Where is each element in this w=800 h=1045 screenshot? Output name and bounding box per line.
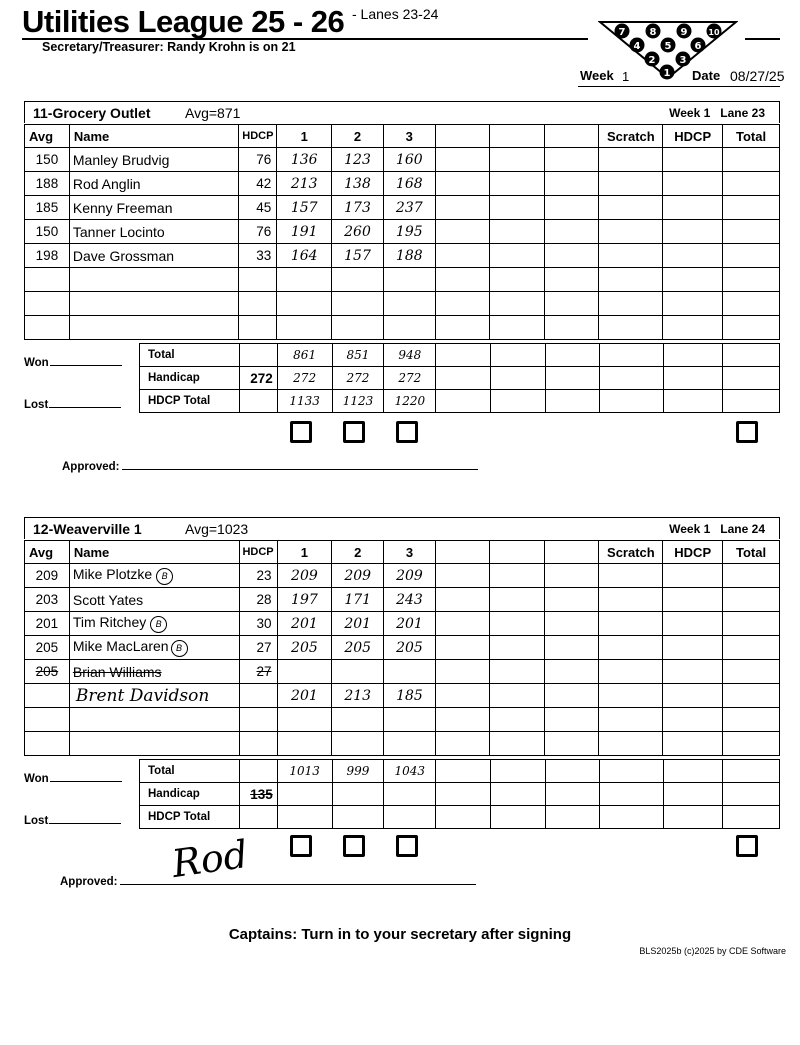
totals-table — [139, 759, 780, 829]
team-header — [24, 101, 780, 123]
bowler-name: Rod Anglin — [69, 172, 238, 196]
table-row — [25, 684, 780, 708]
table-row: 205 Mike MacLaren B 27 205 205 205 — [25, 636, 780, 660]
title-divider-right — [745, 38, 780, 40]
game-total: 851 — [332, 344, 384, 367]
col-total: Total — [723, 125, 780, 148]
approved-field[interactable]: Approved: — [60, 874, 476, 888]
column-headers — [25, 125, 780, 148]
pin-10: 10 — [708, 28, 720, 37]
table-row: 209 Mike Plotzke B 23 209 209 209 — [25, 564, 780, 588]
team-header — [24, 517, 780, 539]
totals-table — [139, 343, 780, 413]
pin-2: 2 — [648, 55, 656, 66]
bowler-mark-icon: B — [171, 640, 188, 657]
game-score: 157 — [332, 244, 384, 268]
column-headers: Avg Name HDCP 1 2 3 Scratch HDCP Total — [25, 541, 780, 564]
game-1-checkbox[interactable] — [290, 835, 312, 857]
game-score: 205 — [384, 636, 436, 660]
col-scratch: Scratch — [599, 125, 663, 148]
date-label: Date — [692, 68, 721, 83]
week-label: Week — [580, 68, 614, 83]
table-row: 203 Scott Yates 28 197 171 243 — [25, 588, 780, 612]
game-score: 201 — [277, 684, 332, 708]
bowler-name: Manley Brudvig — [69, 148, 238, 172]
col-name: Name — [69, 125, 238, 148]
game-score: 191 — [277, 220, 332, 244]
total-checkbox[interactable] — [736, 835, 758, 857]
game-3-checkbox[interactable] — [396, 421, 418, 443]
pin-9: 9 — [680, 27, 688, 38]
copyright-note: BLS2025b (c)2025 by CDE Software — [639, 946, 786, 956]
score-table — [24, 540, 780, 756]
week-value: 1 — [622, 69, 630, 84]
handicap-row: Handicap 135 — [140, 783, 780, 806]
won-field[interactable]: Won — [24, 355, 122, 369]
lanes-label: - Lanes 23-24 — [352, 6, 439, 22]
bowler-name: Kenny Freeman — [69, 196, 238, 220]
pin-1: 1 — [663, 68, 671, 79]
captains-instruction: Captains: Turn in to your secretary after signing — [228, 926, 572, 943]
table-row-struck: 205 Brian Williams 27 — [25, 660, 780, 684]
table-row: 185 Kenny Freeman 45 157 173 237 — [25, 196, 780, 220]
col-hdcp: HDCP — [239, 125, 277, 148]
pin-6: 6 — [694, 41, 702, 52]
game-score: 136 — [277, 148, 332, 172]
game-score: 213 — [332, 684, 384, 708]
game-score: 168 — [383, 172, 435, 196]
week-lane: Week 1 Lane 23 — [669, 106, 765, 120]
game-score: 243 — [384, 588, 436, 612]
team-average: Avg=871 — [185, 105, 241, 121]
team-name: 12-Weaverville 1 — [33, 521, 142, 537]
lost-field[interactable]: Lost — [24, 813, 121, 827]
game-score: 205 — [277, 636, 332, 660]
handicap-row: Handicap 272 272 272 272 — [140, 367, 780, 390]
bowler-name: Mike Plotzke B — [69, 564, 239, 588]
table-row-empty — [25, 732, 780, 756]
pin-7: 7 — [618, 27, 626, 38]
lost-field[interactable]: Lost — [24, 397, 121, 411]
table-row: 198 Dave Grossman 33 164 157 188 — [25, 244, 780, 268]
game-score: 188 — [383, 244, 435, 268]
game-score: 171 — [332, 588, 384, 612]
game-3-checkbox[interactable] — [396, 835, 418, 857]
game-score: 157 — [277, 196, 332, 220]
team-handicap: 272 — [239, 367, 277, 390]
table-row: 150 Tanner Locinto 76 191 260 195 — [25, 220, 780, 244]
bowler-name: Brian Williams — [69, 660, 239, 684]
game-score: 201 — [384, 612, 436, 636]
table-row-empty — [25, 268, 780, 292]
game-score: 197 — [277, 588, 332, 612]
col-avg: Avg — [25, 125, 70, 148]
game-1-checkbox[interactable] — [290, 421, 312, 443]
team-average: Avg=1023 — [185, 521, 249, 537]
bowler-mark-icon: B — [156, 568, 173, 585]
pin-4: 4 — [633, 41, 641, 52]
game-total: 999 — [332, 760, 384, 783]
game-score: 205 — [332, 636, 384, 660]
game-score: 123 — [332, 148, 384, 172]
game-total: 1043 — [384, 760, 436, 783]
bowler-name-handwritten: Brent Davidson — [69, 684, 239, 708]
game-score: 160 — [383, 148, 435, 172]
team-handicap: 135 — [239, 783, 277, 806]
table-row: 201 Tim Ritchey B 30 201 201 201 — [25, 612, 780, 636]
col-game-3: 3 — [383, 125, 435, 148]
col-game-2: 2 — [332, 125, 384, 148]
hdcp-total-row: HDCP Total — [140, 806, 780, 829]
team-name: 11-Grocery Outlet — [33, 105, 151, 121]
game-score: 201 — [332, 612, 384, 636]
game-score: 173 — [332, 196, 384, 220]
bowler-mark-icon: B — [150, 616, 167, 633]
table-row-empty — [25, 708, 780, 732]
bowler-name: Tanner Locinto — [69, 220, 238, 244]
col-hdcp-total: HDCP — [663, 125, 723, 148]
game-score: 209 — [277, 564, 332, 588]
col-game-1: 1 — [277, 125, 332, 148]
game-score: 138 — [332, 172, 384, 196]
game-total: 948 — [384, 344, 436, 367]
game-total: 861 — [277, 344, 332, 367]
bowler-name: Mike MacLaren B — [69, 636, 239, 660]
total-checkbox[interactable] — [736, 421, 758, 443]
league-title: Utilities League 25 - 26 — [22, 4, 345, 39]
pin-3: 3 — [679, 55, 687, 66]
week-date-divider — [578, 86, 780, 87]
won-field[interactable]: Won — [24, 771, 122, 785]
game-score: 213 — [277, 172, 332, 196]
game-score: 237 — [383, 196, 435, 220]
bowler-name: Dave Grossman — [69, 244, 238, 268]
game-score: 209 — [384, 564, 436, 588]
secretary-note: Secretary/Treasurer: Randy Krohn is on 21 — [42, 40, 296, 54]
hdcp-total-row: HDCP Total 1133 1123 1220 — [140, 390, 780, 413]
bowler-name: Scott Yates — [69, 588, 239, 612]
game-score: 185 — [384, 684, 436, 708]
pin-5: 5 — [664, 41, 672, 52]
game-2-checkbox[interactable] — [343, 835, 365, 857]
totals-row: Total 1013 999 1043 — [140, 760, 780, 783]
approved-field[interactable]: Approved: — [62, 459, 478, 473]
date-value: 08/27/25 — [730, 68, 785, 84]
week-lane: Week 1 Lane 24 — [669, 522, 765, 536]
score-table — [24, 124, 780, 340]
game-score: 209 — [332, 564, 384, 588]
game-total: 1013 — [277, 760, 332, 783]
totals-row: Total 861 851 948 — [140, 344, 780, 367]
game-2-checkbox[interactable] — [343, 421, 365, 443]
table-row-empty — [25, 316, 780, 340]
game-score: 201 — [277, 612, 332, 636]
table-row: 188 Rod Anglin 42 213 138 168 — [25, 172, 780, 196]
game-score: 164 — [277, 244, 332, 268]
approved-signature: Rod — [169, 831, 251, 887]
game-score: 195 — [383, 220, 435, 244]
game-score: 260 — [332, 220, 384, 244]
bowler-name: Tim Ritchey B — [69, 612, 239, 636]
pin-8: 8 — [649, 27, 657, 38]
table-row-empty — [25, 292, 780, 316]
table-row: 150 Manley Brudvig 76 136 123 160 — [25, 148, 780, 172]
